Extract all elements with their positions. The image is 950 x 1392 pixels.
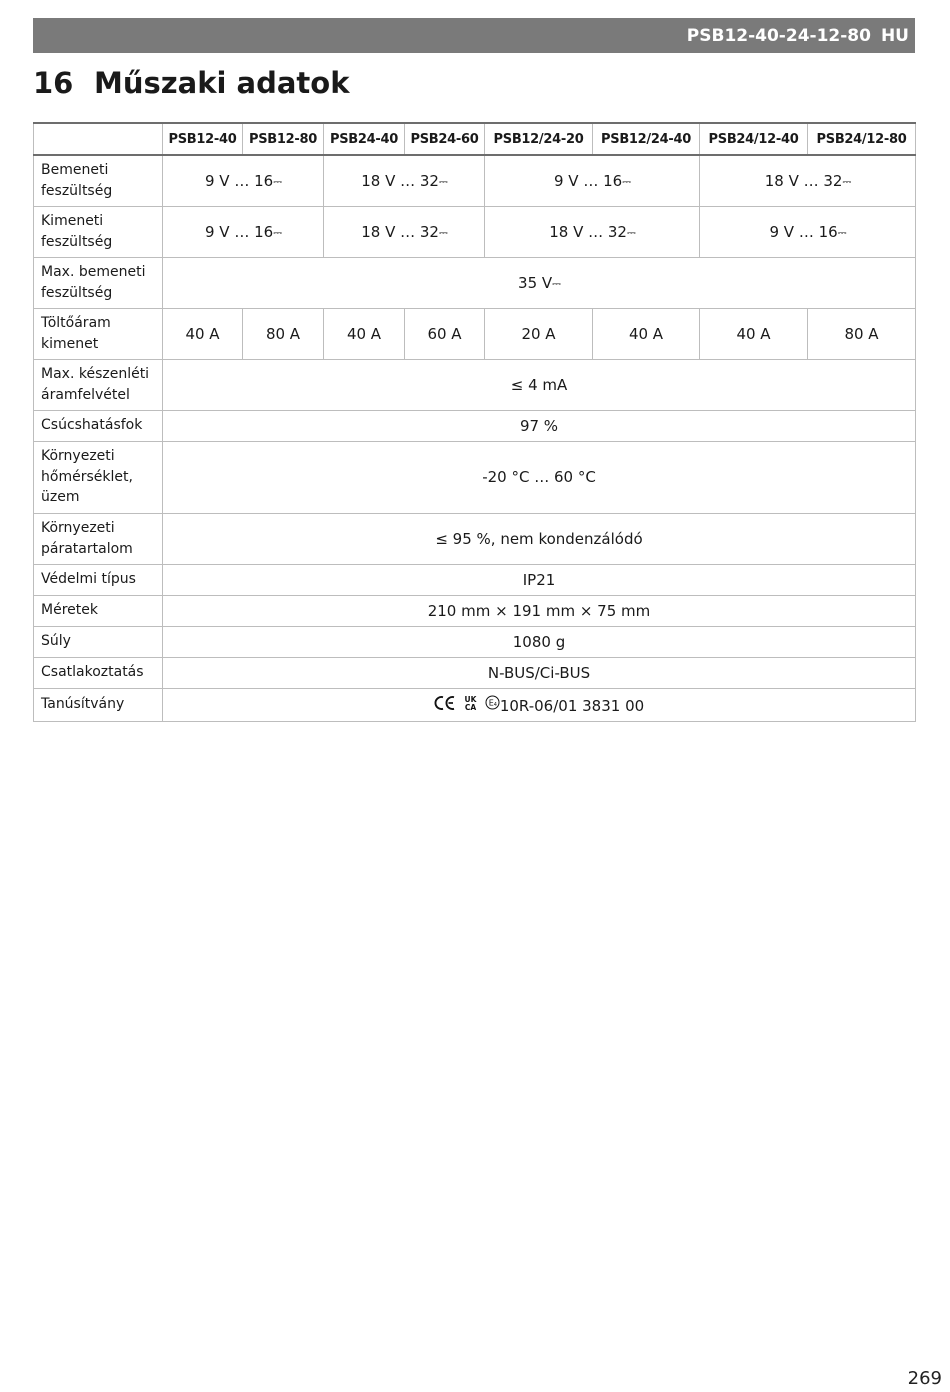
svg-text:CA: CA <box>464 702 476 711</box>
table-cell: 9 V … 16⎓ <box>485 155 700 206</box>
table-cell: 35 V⎓ <box>163 257 916 308</box>
table-cell: ≤ 4 mA <box>163 359 916 410</box>
section-number: 16 <box>33 66 74 100</box>
table-row <box>34 410 916 441</box>
table-cell: ≤ 95 %, nem kondenzálódó <box>163 513 916 564</box>
svg-text:UK: UK <box>464 694 477 704</box>
table-cell: 1080 g <box>163 626 916 657</box>
table-cell: N-BUS/Ci-BUS <box>163 657 916 688</box>
table-cell: 40 A <box>163 308 243 359</box>
table-row <box>34 626 916 657</box>
table-row <box>34 595 916 626</box>
column-header: PSB12/24-40 <box>593 123 700 155</box>
dc-symbol-icon: ⎓ <box>273 174 281 188</box>
row-label: Súly <box>34 626 163 657</box>
table-row <box>34 688 916 721</box>
row-label: Méretek <box>34 595 163 626</box>
row-label: Kimeneti feszültség <box>34 206 163 257</box>
column-header: PSB24-40 <box>324 123 405 155</box>
page-number: 269 <box>907 1368 942 1389</box>
table-row <box>34 564 916 595</box>
table-cell: 40 A <box>593 308 700 359</box>
certification-marks <box>434 695 500 711</box>
row-label: Bemeneti feszültség <box>34 155 163 206</box>
dc-symbol-icon: ⎓ <box>626 225 635 239</box>
table-cell: 18 V … 32⎓ <box>324 206 485 257</box>
ukca-mark-icon <box>462 695 479 711</box>
table-row <box>34 513 916 564</box>
section-heading: Műszaki adatok <box>94 66 350 100</box>
table-row <box>34 359 916 410</box>
table-cell: 20 A <box>485 308 593 359</box>
column-header: PSB24/12-40 <box>700 123 808 155</box>
column-header: PSB12-40 <box>163 123 243 155</box>
ce-mark-icon <box>434 695 456 711</box>
dc-symbol-icon: ⎓ <box>837 225 846 239</box>
table-header-row <box>34 123 916 155</box>
dc-symbol-icon: ⎓ <box>552 276 560 290</box>
table-cell: 80 A <box>808 308 916 359</box>
table-cell: 40 A <box>324 308 405 359</box>
dc-symbol-icon: ⎓ <box>842 174 851 188</box>
table-cell: 18 V … 32⎓ <box>700 155 916 206</box>
table-cell: 18 V … 32⎓ <box>485 206 700 257</box>
row-label: Védelmi típus <box>34 564 163 595</box>
table-cell: -20 °C … 60 °C <box>163 441 916 513</box>
table-cell: IP21 <box>163 564 916 595</box>
row-label: Csúcshatásfok <box>34 410 163 441</box>
e-mark-number: 4 <box>493 702 497 708</box>
row-label: Környezeti páratartalom <box>34 513 163 564</box>
table-row <box>34 257 916 308</box>
column-header: PSB12-80 <box>243 123 324 155</box>
table-cell: 60 A <box>405 308 485 359</box>
section-title <box>33 66 350 100</box>
table-cell: 80 A <box>243 308 324 359</box>
column-header: PSB24/12-80 <box>808 123 916 155</box>
table-row <box>34 206 916 257</box>
table-row <box>34 657 916 688</box>
row-label: Töltőáram kimenet <box>34 308 163 359</box>
table-cell: 9 V … 16⎓ <box>163 206 324 257</box>
header-language: HU <box>880 25 909 46</box>
column-header: PSB12/24-20 <box>485 123 593 155</box>
svg-text:E: E <box>488 698 494 708</box>
row-label: Max. készenléti áramfelvétel <box>34 359 163 410</box>
header-bar <box>33 18 915 53</box>
dc-symbol-icon: ⎓ <box>273 225 281 239</box>
dc-symbol-icon: ⎓ <box>622 174 630 188</box>
table-row <box>34 155 916 206</box>
table-cell: 18 V … 32⎓ <box>324 155 485 206</box>
column-header: PSB24-60 <box>405 123 485 155</box>
row-label: Tanúsítvány <box>34 688 163 721</box>
row-label: Max. bemeneti feszültség <box>34 257 163 308</box>
e-mark-icon <box>485 695 500 710</box>
spec-table <box>33 122 916 722</box>
row-label: Környezeti hőmérséklet, üzem <box>34 441 163 513</box>
dc-symbol-icon: ⎓ <box>438 174 447 188</box>
dc-symbol-icon: ⎓ <box>438 225 447 239</box>
table-cell: 9 V … 16⎓ <box>700 206 916 257</box>
table-row <box>34 308 916 359</box>
header-model: PSB12-40-24-12-80 <box>686 25 871 46</box>
row-label: Csatlakoztatás <box>34 657 163 688</box>
table-row <box>34 441 916 513</box>
table-header-empty <box>34 123 163 155</box>
table-cell <box>163 688 916 721</box>
certification-number: 10R-06/01 3831 00 <box>499 696 645 715</box>
table-cell: 210 mm × 191 mm × 75 mm <box>163 595 916 626</box>
table-cell: 40 A <box>700 308 808 359</box>
table-cell: 97 % <box>163 410 916 441</box>
table-cell: 9 V … 16⎓ <box>163 155 324 206</box>
